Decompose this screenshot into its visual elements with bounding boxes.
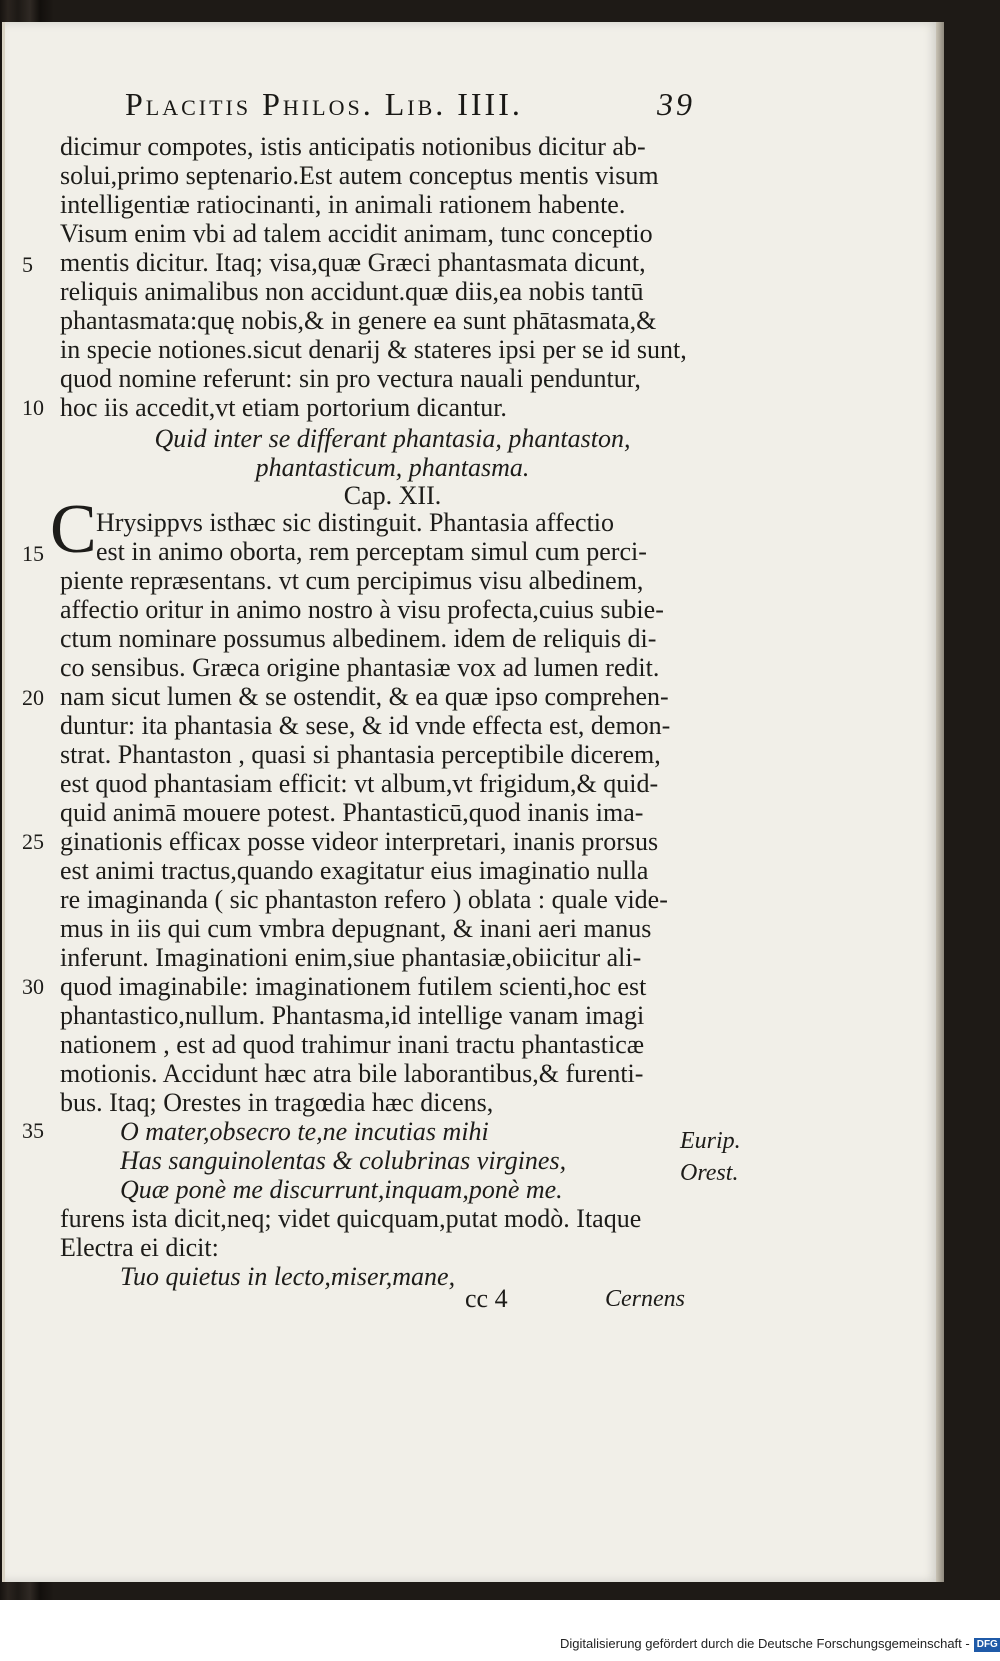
line-number: 20	[22, 685, 44, 710]
chapter-title-cont: phantasticum, phantasma.	[255, 453, 530, 482]
text-line: phantastico,nullum. Phantasma,id intellige vanam imagi	[60, 1001, 645, 1030]
text-line: mentis dicitur. Itaq; visa,quæ Græci phantasmata dicunt,	[60, 248, 646, 277]
text-line: Visum enim vbi ad talem accidit animam, tunc conceptio	[60, 219, 653, 248]
text-line: motionis. Accidunt hæc atra bile laborantibus,& furenti-	[60, 1059, 644, 1088]
verse-line: Has sanguinolentas & colubrinas virgines,	[120, 1146, 567, 1175]
line-number: 5	[22, 252, 33, 277]
text-line: est in animo oborta, rem perceptam simul cum perci-	[96, 537, 647, 566]
running-title: Placitis Philos. Lib. IIII.	[125, 86, 523, 122]
text-line: strat. Phantaston , quasi si phantasia perceptibile dicerem,	[60, 740, 661, 769]
verse-line: O mater,obsecro te,ne incutias mihi	[120, 1117, 489, 1146]
text-line: in specie notiones.sicut denarij & stateres ipsi per se id sunt,	[60, 335, 687, 364]
text-line: phantasmata:quę nobis,& in genere ea sunt phātasmata,&	[60, 306, 657, 335]
digitization-credit	[560, 1632, 998, 1656]
text-line: bus. Itaq; Orestes in tragœdia hæc dicens,	[60, 1088, 494, 1117]
page-header	[125, 86, 695, 128]
text-line: duntur: ita phantasia & sese, & id vnde effecta est, demon-	[60, 711, 671, 740]
page-edge	[936, 22, 944, 1582]
text-line: est quod phantasiam efficit: vt album,vt frigidum,& quid-	[60, 769, 659, 798]
dfg-logo: DFG	[974, 1638, 1000, 1652]
text-line: quid animā mouere potest. Phantasticū,quod inanis ima-	[60, 798, 644, 827]
text-line: nam sicut lumen & se ostendit, & ea quæ ipso comprehen-	[60, 682, 669, 711]
text-line: Hrysippvs isthæc sic distinguit. Phantasia affectio	[96, 508, 615, 537]
text-line: co sensibus. Græca origine phantasiæ vox ad lumen redit.	[60, 653, 660, 682]
line-number: 30	[22, 974, 44, 999]
line-number: 15	[22, 541, 44, 566]
text-line: solui,primo septenario.Est autem conceptus mentis visum	[60, 161, 659, 190]
text-line: est animi tractus,quando exagitatur eius imaginatio nulla	[60, 856, 649, 885]
line-number: 35	[22, 1118, 44, 1143]
text-line: quod imaginabile: imaginationem futilem scienti,hoc est	[60, 972, 647, 1001]
text-line: inferunt. Imaginationi enim,siue phantasiæ,obiicitur ali-	[60, 943, 642, 972]
text-line: furens ista dicit,neq; videt quicquam,putat modò. Itaque	[60, 1204, 642, 1233]
text-line: ctum nominare possumus albedinem. idem de reliquis di-	[60, 624, 657, 653]
text-line: re imaginanda ( sic phantaston refero ) oblata : quale vide-	[60, 885, 668, 914]
chapter-number: Cap. XII.	[343, 481, 442, 510]
text-line: dicimur compotes, istis anticipatis notionibus dicitur ab-	[60, 132, 646, 161]
text-line: intelligentiæ ratiocinanti, in animali rationem habente.	[60, 190, 626, 219]
margin-note: Orest.	[680, 1160, 739, 1186]
signature-mark: cc 4	[465, 1284, 508, 1313]
text-line: Electra ei dicit:	[60, 1233, 219, 1262]
text-line: quod nomine referunt: sin pro vectura nauali penduntur,	[60, 364, 641, 393]
margin-note: Eurip.	[680, 1128, 741, 1154]
text-line: nationem , est ad quod trahimur inani tractu phantasticæ	[60, 1030, 645, 1059]
verse-line: Quæ ponè me discurrunt,inquam,ponè me.	[120, 1175, 563, 1204]
text-line: piente repræsentans. vt cum percipimus visu albedinem,	[60, 566, 644, 595]
text-line: reliquis animalibus non accidunt.quæ diis,ea nobis tantū	[60, 277, 644, 306]
credit-text: Digitalisierung gefördert durch die Deutsche Forschungsgemeinschaft -	[560, 1636, 970, 1651]
catchword: Cernens	[605, 1286, 685, 1312]
text-line: ginationis efficax posse videor interpretari, inanis prorsus	[60, 827, 659, 856]
verse-line: Tuo quietus in lecto,miser,mane,	[120, 1262, 456, 1291]
drop-initial: C	[50, 491, 97, 568]
line-number: 25	[22, 829, 44, 854]
chapter-title: Quid inter se differant phantasia, phantaston,	[154, 424, 631, 453]
text-line: affectio oritur in animo nostro à visu profecta,cuius subie-	[60, 595, 664, 624]
folio-number: 39	[657, 86, 695, 122]
text-line: mus in iis qui cum vmbra depugnant, & inani aeri manus	[60, 914, 652, 943]
text-line: hoc iis accedit,vt etiam portorium dicantur.	[60, 393, 507, 422]
line-number: 10	[22, 395, 44, 420]
